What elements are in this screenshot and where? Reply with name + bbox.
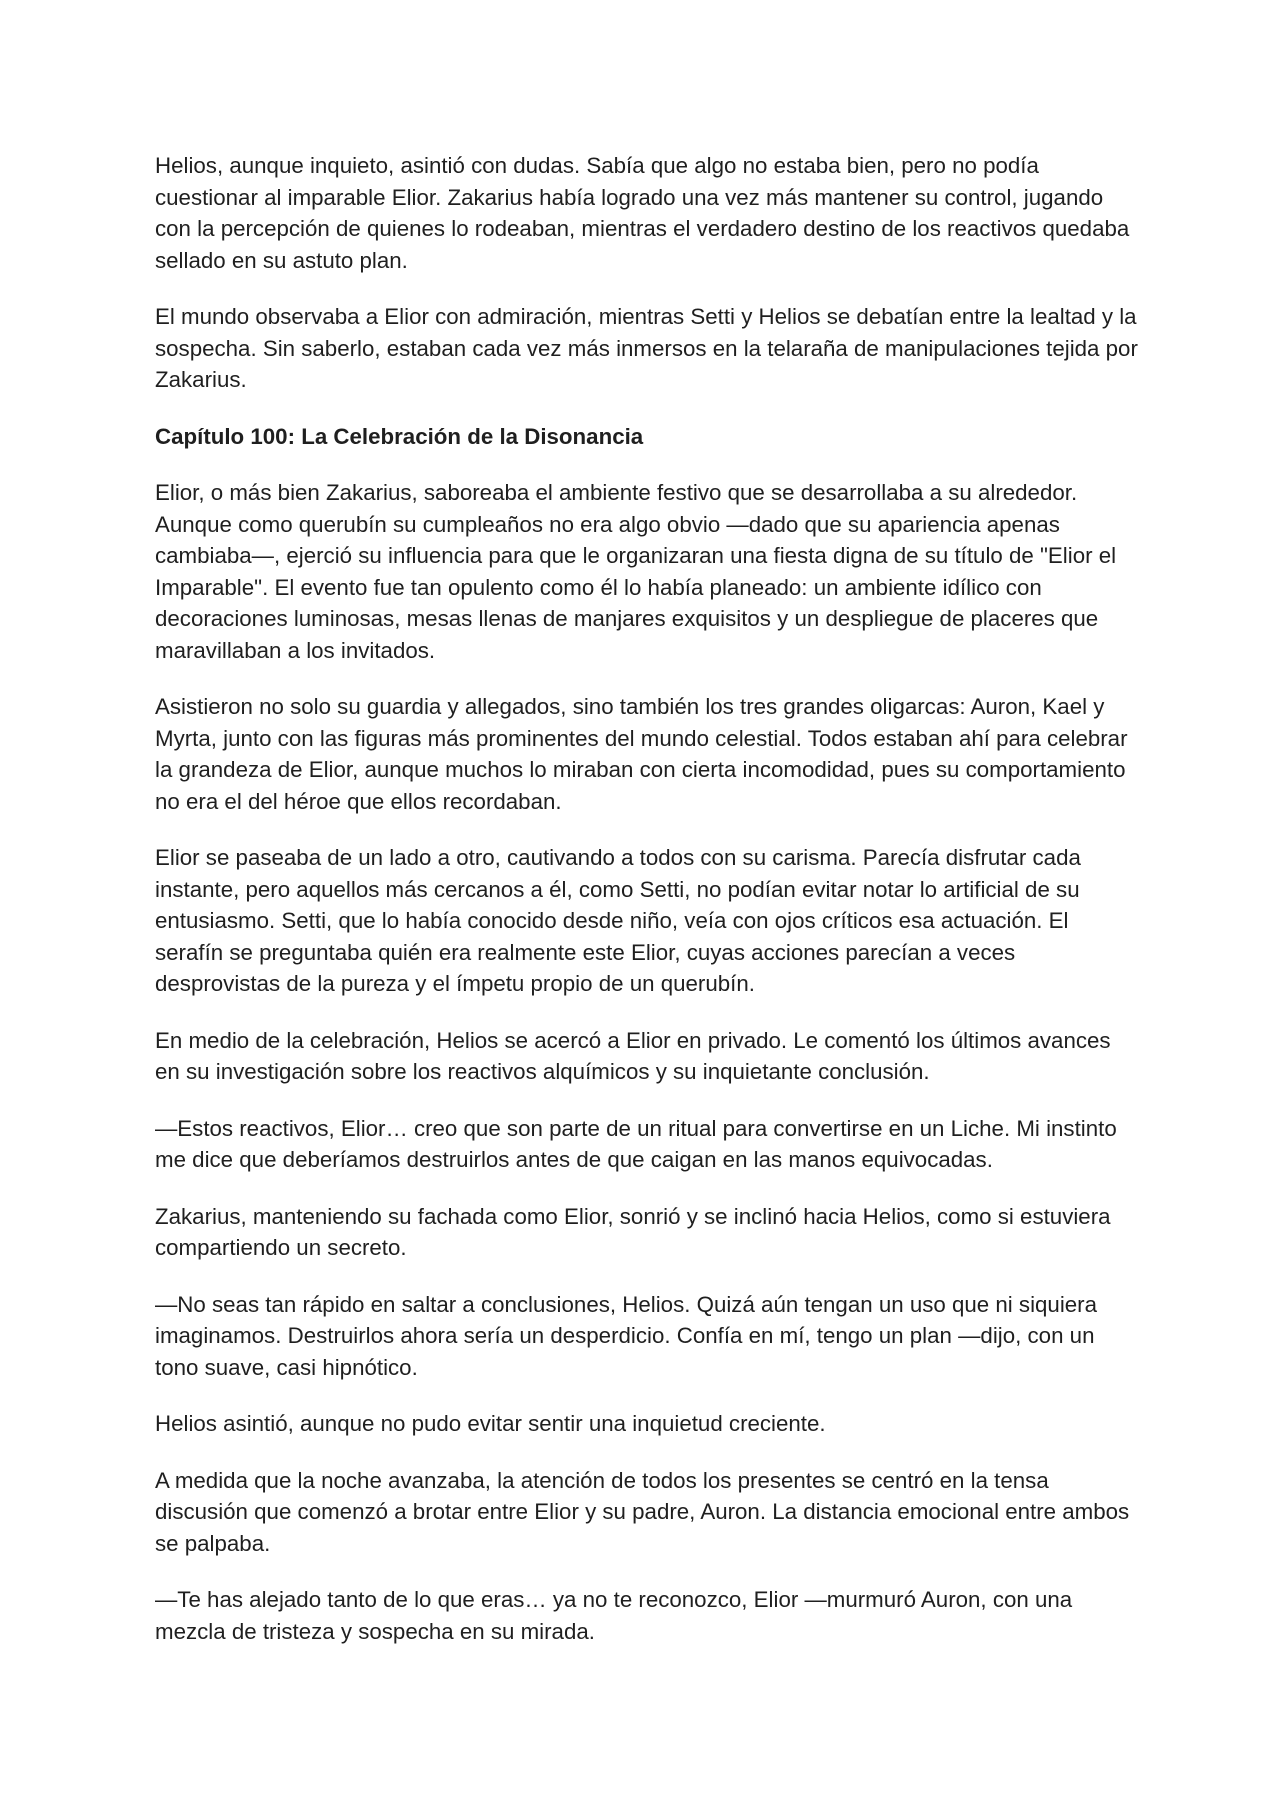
paragraph: Elior, o más bien Zakarius, saboreaba el ambiente festivo que se desarrollaba a su alrededor. Aunque como querubín su cumpleaños no era algo obvio —dado que su apariencia apenas cambiaba—, ejerció su influencia para que le organizaran una fiesta digna de su título de "Elior el Imparable". El evento fue tan opulento como él lo había planeado: un ambiente idílico con decoraciones luminosas, mesas llenas de manjares exquisitos y un despliegue de placeres que maravillaban a los invitados. <box>155 480 1117 663</box>
paragraph: Helios asintió, aunque no pudo evitar sentir una inquietud creciente. <box>155 1411 826 1436</box>
document-page <box>155 150 1140 1672</box>
paragraph: Helios, aunque inquieto, asintió con dudas. Sabía que algo no estaba bien, pero no podía cuestionar al imparable Elior. Zakarius había logrado una vez más mantener su control, jugando con la percepción de quienes lo rodeaban, mientras el verdadero destino de los reactivos quedaba sellado en su astuto plan. <box>155 153 1130 273</box>
paragraph: En medio de la celebración, Helios se acercó a Elior en privado. Le comentó los últimos avances en su investigación sobre los reactivos alquímicos y su inquietante conclusión. <box>155 1027 1111 1084</box>
paragraph: A medida que la noche avanzaba, la atención de todos los presentes se centró en la tensa discusión que comenzó a brotar entre Elior y su padre, Auron. La distancia emocional entre ambos se palpaba. <box>155 1467 1130 1556</box>
paragraph: El mundo observaba a Elior con admiración, mientras Setti y Helios se debatían entre la lealtad y la sospecha. Sin saberlo, estaban cada vez más inmersos en la telaraña de manipulaciones tejida por Zakarius. <box>155 304 1138 392</box>
chapter-title: Capítulo 100: La Celebración de la Disonancia <box>155 423 644 449</box>
paragraph: Elior se paseaba de un lado a otro, cautivando a todos con su carisma. Parecía disfrutar cada instante, pero aquellos más cercanos a él, como Setti, no podían evitar notar lo artificial de su entusiasmo. Setti, que lo había conocido desde niño, veía con ojos críticos esa actuación. El serafín se preguntaba quién era realmente este Elior, cuyas acciones parecían a veces desprovistas de la pureza y el ímpetu propio de un querubín. <box>155 845 1081 996</box>
paragraph: Zakarius, manteniendo su fachada como Elior, sonrió y se inclinó hacia Helios, como si estuviera compartiendo un secreto. <box>155 1203 1111 1260</box>
paragraph: Asistieron no solo su guardia y allegados, sino también los tres grandes oligarcas: Auron, Kael y Myrta, junto con las figuras más prominentes del mundo celestial. Todos estaban ahí para celebrar la grandeza de Elior, aunque muchos lo miraban con cierta incomodidad, pues su comportamiento no era el del héroe que ellos recordaban. <box>155 694 1128 814</box>
dialogue-paragraph: —No seas tan rápido en saltar a conclusiones, Helios. Quizá aún tengan un uso que ni siquiera imaginamos. Destruirlos ahora sería un desperdicio. Confía en mí, tengo un plan —dijo, con un tono suave, casi hipnótico. <box>155 1291 1097 1380</box>
dialogue-paragraph: —Te has alejado tanto de lo que eras… ya no te reconozco, Elior —murmuró Auron, con una mezcla de tristeza y sospecha en su mirada. <box>155 1587 1073 1644</box>
dialogue-paragraph: —Estos reactivos, Elior… creo que son parte de un ritual para convertirse en un Liche. Mi instinto me dice que deberíamos destruirlos antes de que caigan en las manos equivocadas. <box>155 1115 1117 1172</box>
